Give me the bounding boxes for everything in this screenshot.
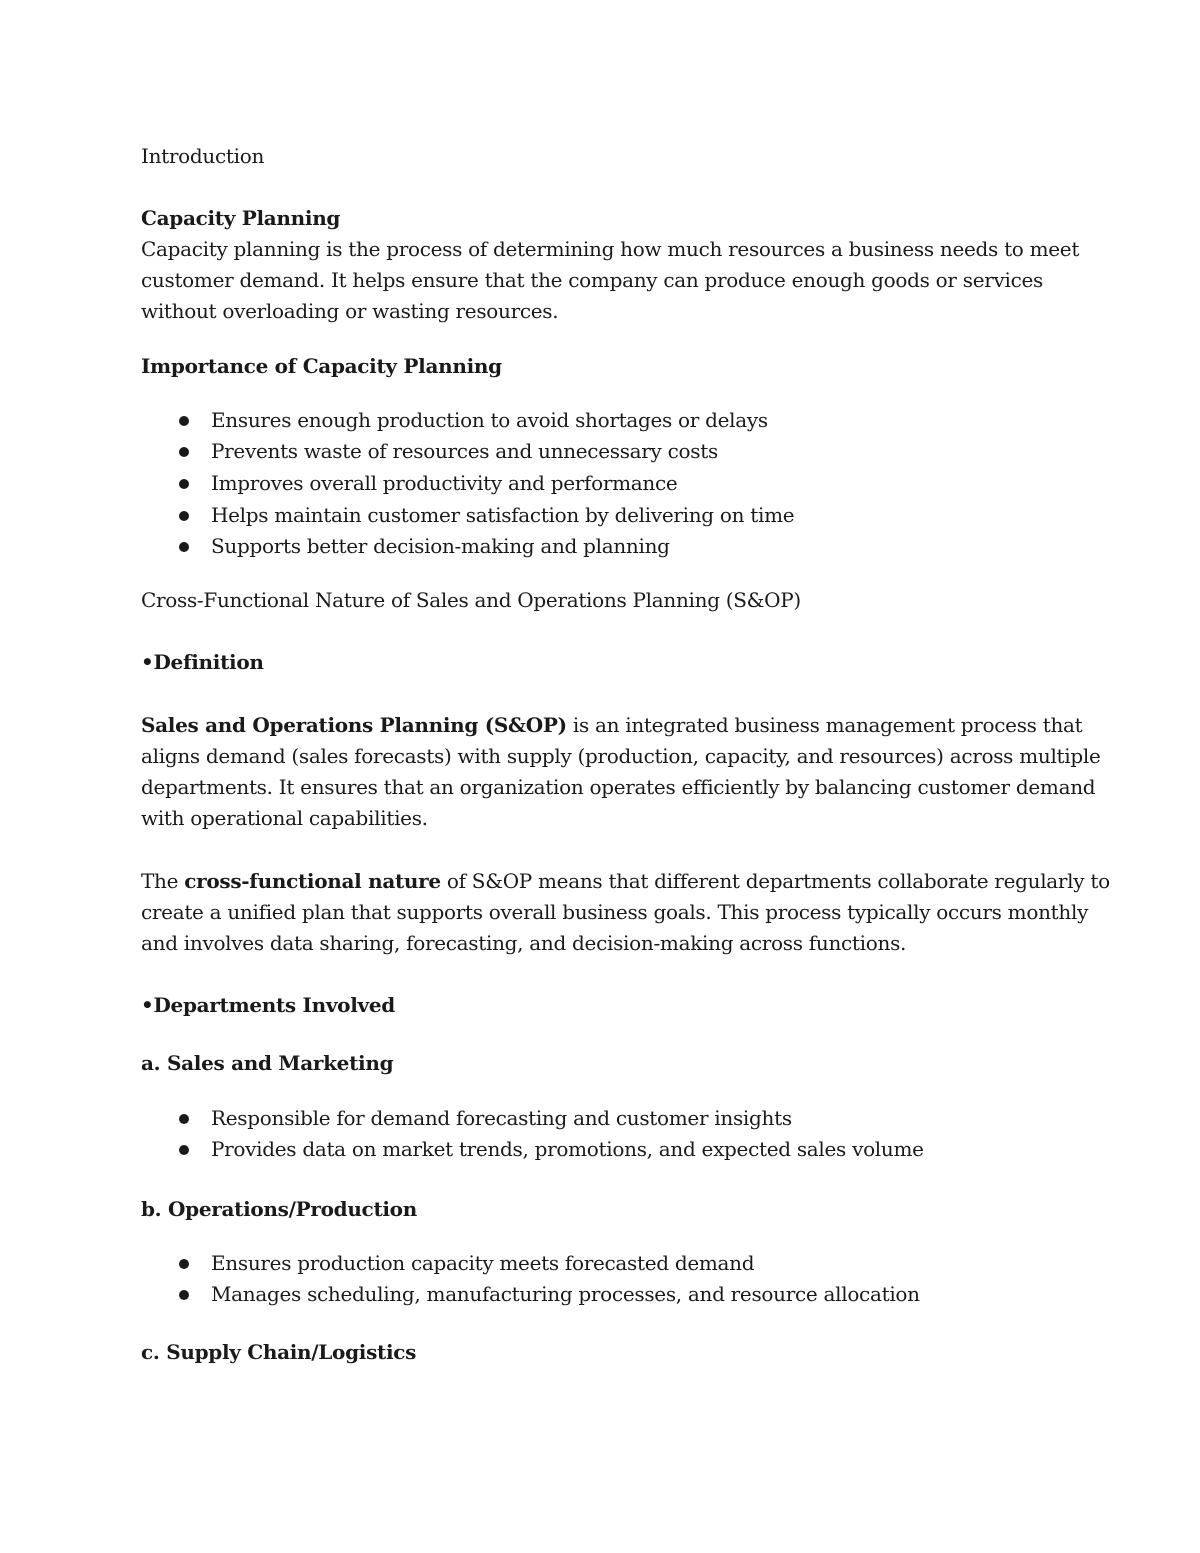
sop-heading: Cross-Functional Nature of Sales and Operations Planning (S&OP) xyxy=(141,588,801,612)
bullet-icon xyxy=(179,1290,189,1300)
sop-para1-line-1 xyxy=(141,713,1082,737)
sop-para2-line-1-rest: of S&OP means that different departments collaborate regularly to xyxy=(440,869,1110,893)
sop-term: Sales and Operations Planning (S&OP) xyxy=(141,713,567,737)
bullet-icon xyxy=(179,416,189,426)
sop-para1-line-3: departments. It ensures that an organization operates efficiently by balancing customer demand xyxy=(141,775,1096,799)
bullet-icon xyxy=(179,1114,189,1124)
importance-item-4: Helps maintain customer satisfaction by delivering on time xyxy=(211,503,795,527)
bullet-icon xyxy=(179,1259,189,1269)
sales-heading: a. Sales and Marketing xyxy=(141,1051,394,1075)
sop-para2-line-2: create a unified plan that supports overall business goals. This process typically occurs monthly xyxy=(141,900,1089,924)
sales-item-2: Provides data on market trends, promotions, and expected sales volume xyxy=(211,1137,924,1161)
bullet-icon xyxy=(179,542,189,552)
bullet-icon xyxy=(179,447,189,457)
bullet-icon xyxy=(179,479,189,489)
capacity-line-3: without overloading or wasting resources. xyxy=(141,299,559,323)
importance-item-5: Supports better decision-making and planning xyxy=(211,534,670,558)
sop-para2-line-3: and involves data sharing, forecasting, and decision-making across functions. xyxy=(141,931,907,955)
capacity-line-2: customer demand. It helps ensure that the company can produce enough goods or services xyxy=(141,268,1043,292)
bullet-icon xyxy=(179,511,189,521)
sop-para1-line-2: aligns demand (sales forecasts) with supply (production, capacity, and resources) across multiple xyxy=(141,744,1101,768)
importance-heading: Importance of Capacity Planning xyxy=(141,354,502,378)
capacity-line-1: Capacity planning is the process of determining how much resources a business needs to meet xyxy=(141,237,1080,261)
importance-item-1: Ensures enough production to avoid shortages or delays xyxy=(211,408,768,432)
sales-item-1: Responsible for demand forecasting and customer insights xyxy=(211,1106,792,1130)
operations-item-1: Ensures production capacity meets forecasted demand xyxy=(211,1251,755,1275)
sop-para1-line-1-rest: is an integrated business management process that xyxy=(566,713,1083,737)
importance-item-3: Improves overall productivity and performance xyxy=(211,471,678,495)
cross-functional-term: cross-functional nature xyxy=(184,869,441,893)
importance-item-2: Prevents waste of resources and unnecessary costs xyxy=(211,439,718,463)
bullet-icon xyxy=(179,1145,189,1155)
intro-heading: Introduction xyxy=(141,144,265,168)
definition-heading: •Definition xyxy=(141,650,264,674)
supply-heading: c. Supply Chain/Logistics xyxy=(141,1340,417,1364)
sop-para1-line-4: with operational capabilities. xyxy=(141,806,428,830)
sop-para2-line-1 xyxy=(141,869,1110,893)
sop-para2-lead: The xyxy=(141,869,185,893)
operations-item-2: Manages scheduling, manufacturing processes, and resource allocation xyxy=(211,1282,920,1306)
capacity-heading: Capacity Planning xyxy=(141,206,341,230)
operations-heading: b. Operations/Production xyxy=(141,1197,417,1221)
departments-heading: •Departments Involved xyxy=(141,993,395,1017)
